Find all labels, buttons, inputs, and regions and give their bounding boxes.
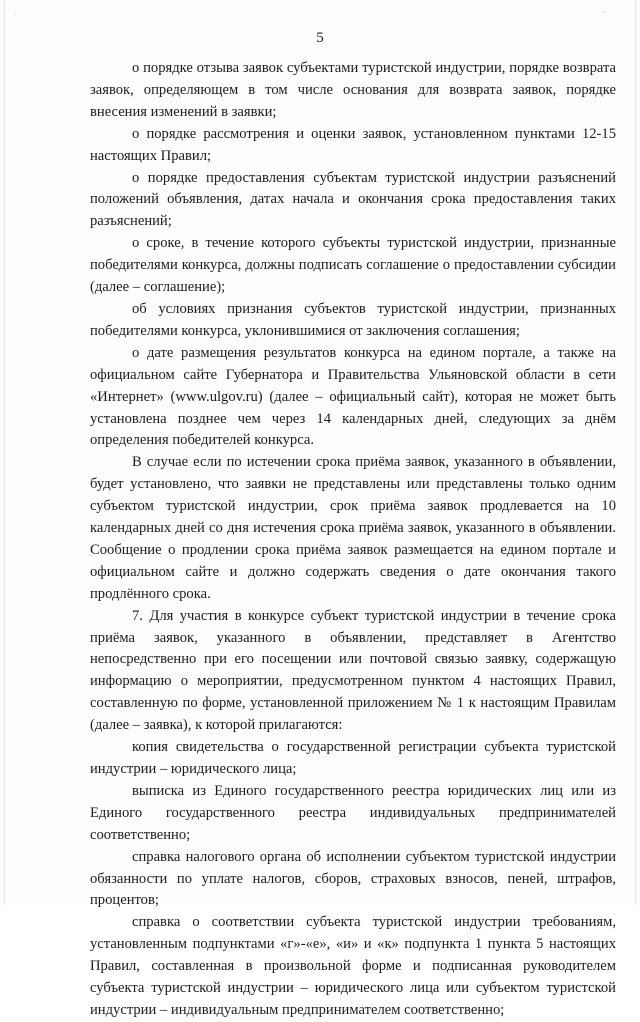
document-body [90,58,616,1022]
paragraph: о порядке отзыва заявок субъектами туристской индустрии, порядке возврата заявок, определяющем в том числе основания для возврата заявок, порядке внесения изменений в заявки; [90,60,616,120]
paragraph: об условиях признания субъектов туристской индустрии, признанных победителями конкурса, уклонившимися от заключения соглашения; [90,300,616,339]
page-number: 5 [316,30,324,46]
scan-dot: ·· [602,8,608,17]
paragraph: о сроке, в течение которого субъекты туристской индустрии, признанные победителями конкурса, должны подписать соглашение о предоставлении субсидии (далее – соглашение); [90,235,616,296]
paragraph: В случае если по истечении срока приёма заявок, указанного в объявлении, будет установлено, что заявки не представлены или представлены только одним субъектом туристской индустрии, срок приёма заявок продлевается на 10 календарных дней со дня истечения срока приёма заявок, указанного в объявлении. Сообщение о продлении срока приёма заявок размещается на едином портале и официальном сайте и должно содержать сведения о дате окончания такого продлённого срока. [90,454,616,602]
paragraph: справка о соответствии субъекта туристской индустрии требованиям, установленным подпунктами «г»-«е», «и» и «к» подпункта 1 пункта 5 настоящих Правил, составленная в произвольной форме и подписанная руководителем субъекта туристской индустрии – юридического лица или субъектом туристской индустрии – индивидуальным предпринимателем соответственно; [90,914,616,1018]
scan-edge-left [4,0,5,905]
paragraph: 7. Для участия в конкурсе субъект туристской индустрии в течение срока приёма заявок, указанного в объявлении, представляет в Агентство непосредственно при его посещении или почтовой связью заявку, содержащую информацию о мероприятии, предусмотренном пунктом 4 настоящих Правил, составленную по форме, установленной приложением № 1 к настоящим Правилам (далее – заявка), к которой прилагаются: [90,607,616,734]
scan-edge-right [635,0,636,905]
scan-dot: · [14,10,17,19]
paragraph: копия свидетельства о государственной регистрации субъекта туристской индустрии – юридического лица; [90,739,616,777]
paragraph: о дате размещения результатов конкурса на едином портале, а также на официальном сайте Губернатора и Правительства Ульяновской области в сети «Интернет» (www.ulgov.ru) (далее – официальный сайт), которая не может быть установлена позднее чем через 14 календарных дней, следующих за днём определения победителей конкурса. [90,344,616,449]
paragraph: справка налогового органа об исполнении субъектом туристской индустрии обязанности по уплате налогов, сборов, страховых взносов, пеней, штрафов, процентов; [90,848,616,909]
paragraph: о порядке предоставления субъектам туристской индустрии разъяснений положений объявления, датах начала и окончания срока предоставления таких разъяснений; [90,169,616,230]
paragraph: о порядке рассмотрения и оценки заявок, установленном пунктами 12-15 настоящих Правил; [90,125,616,164]
paragraph: выписка из Единого государственного реестра юридических лиц или из Единого государственного реестра индивидуальных предпринимателей соответственно; [90,782,616,843]
